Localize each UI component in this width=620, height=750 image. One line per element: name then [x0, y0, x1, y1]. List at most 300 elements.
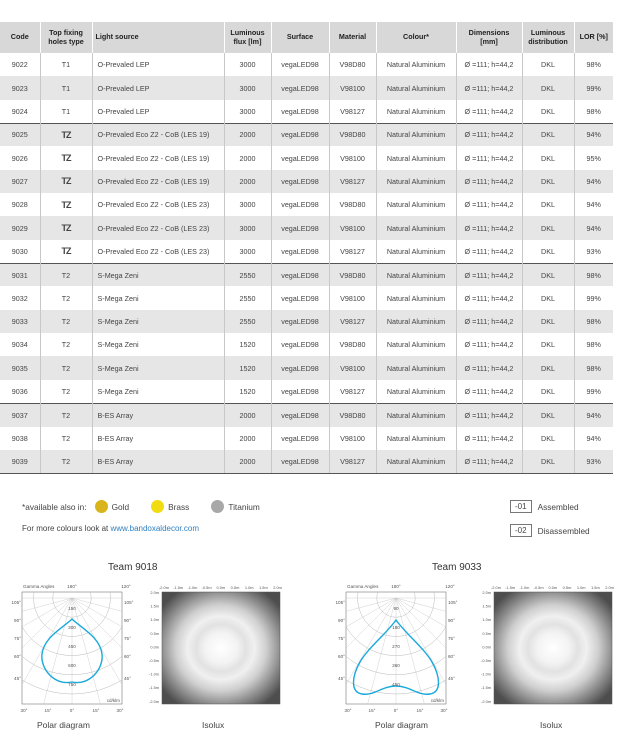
cell-material: V98127 — [329, 170, 376, 193]
isolux-x-tick: -0.5m — [533, 585, 544, 590]
polar-angle-left: 90° — [14, 618, 21, 623]
col-header-surface: Surface — [271, 22, 329, 53]
cell-colour: Natural Aluminium — [376, 427, 456, 450]
cell-flux: 3000 — [224, 216, 271, 239]
isolux-x-tick: 0.0m — [216, 585, 226, 590]
cell-colour: Natural Aluminium — [376, 100, 456, 123]
polar-spoke — [396, 598, 460, 697]
cell-code: 9033 — [0, 310, 40, 333]
table-row — [0, 333, 613, 356]
cell-holes: TZ — [40, 240, 92, 263]
cell-material: V98D80 — [329, 403, 376, 426]
table-header-row — [0, 22, 613, 53]
cell-lor: 98% — [574, 310, 613, 333]
product-spec-table — [0, 22, 613, 474]
cell-flux: 3000 — [224, 100, 271, 123]
isolux-y-tick: -2.0m — [149, 698, 159, 704]
cell-surface: vegaLED98 — [271, 170, 329, 193]
cell-dimensions: Ø =111; h=44,2 — [456, 76, 522, 99]
cell-colour: Natural Aluminium — [376, 333, 456, 356]
cell-flux: 2000 — [224, 146, 271, 169]
cell-surface: vegaLED98 — [271, 100, 329, 123]
table-row — [0, 240, 613, 263]
cell-lor: 98% — [586, 60, 601, 70]
cell-dimensions: Ø =111; h=44,2 — [456, 123, 522, 146]
col-header-holes: Top fixing holes type — [40, 22, 92, 53]
polar-angle-bottom: 15° — [368, 708, 376, 713]
table-row — [0, 263, 613, 286]
cell-dimensions: Ø =111; h=44,2 — [456, 53, 522, 76]
cell-flux: 1520 — [224, 356, 271, 379]
cell-material: V98100 — [329, 216, 376, 239]
table-row — [0, 123, 613, 146]
cell-colour: Natural Aluminium — [376, 356, 456, 379]
cell-flux: 2000 — [224, 170, 271, 193]
cell-surface: vegaLED98 — [271, 310, 329, 333]
cell-colour: Natural Aluminium — [376, 216, 456, 239]
cell-surface: vegaLED98 — [271, 403, 329, 426]
polar-angle-bottom: 30° — [344, 708, 352, 713]
cell-lor: 93% — [586, 246, 601, 256]
cell-lor: 95% — [586, 153, 601, 163]
polar-angle-right: 45° — [448, 676, 455, 681]
isolux-y-tick: -1.0m — [481, 671, 491, 677]
polar-spoke — [393, 598, 432, 714]
polar-radial-label: 360 — [392, 663, 400, 668]
cell-distribution: DKL — [522, 100, 574, 123]
cell-distribution: DKL — [522, 170, 574, 193]
table-row — [0, 100, 613, 123]
polar-angle-left: 45° — [338, 676, 345, 681]
table-row — [0, 403, 613, 426]
cell-surface: vegaLED98 — [271, 427, 329, 450]
cell-lor: 94% — [586, 200, 601, 210]
cell-flux: 3000 — [224, 53, 271, 76]
polar-angle-bottom: 0° — [69, 708, 75, 713]
cell-surface: vegaLED98 — [271, 53, 329, 76]
cell-material: V98D80 — [329, 263, 376, 286]
polar-spoke — [360, 598, 396, 714]
isolux-y-tick: 0.5m — [150, 630, 159, 636]
cell-light-source: B-ES Array — [92, 450, 224, 473]
cell-lor: 98% — [586, 106, 601, 116]
cell-dimensions: Ø =111; h=44,2 — [456, 380, 522, 403]
polar-angle-top-right: 120° — [121, 584, 131, 589]
cell-material: V98100 — [329, 146, 376, 169]
cell-surface: vegaLED98 — [271, 380, 329, 403]
cell-flux: 2550 — [224, 310, 271, 333]
cell-light-source: S-Mega Zeni — [92, 286, 224, 309]
polar-diagram-9033 — [332, 582, 460, 714]
cell-colour: Natural Aluminium — [376, 240, 456, 263]
isolux-y-tick: 1.0m — [150, 617, 159, 623]
cell-distribution: DKL — [522, 380, 574, 403]
cell-material: V98127 — [329, 240, 376, 263]
polar-angle-right: 60° — [124, 654, 131, 659]
cell-surface: vegaLED98 — [271, 216, 329, 239]
cell-dimensions: Ø =111; h=44,2 — [456, 216, 522, 239]
cell-light-source: B-ES Array — [92, 403, 224, 426]
cell-code: 9035 — [0, 356, 40, 379]
cell-material: V98100 — [329, 356, 376, 379]
cell-material: V98100 — [329, 286, 376, 309]
cell-flux: 3000 — [224, 240, 271, 263]
cell-code: 9038 — [0, 427, 40, 450]
cell-lor: 94% — [574, 216, 613, 239]
cell-colour: Natural Aluminium — [376, 450, 456, 473]
cell-dimensions: Ø =111; h=44,2 — [456, 193, 522, 216]
more-colours-note — [22, 524, 199, 533]
isolux-x-tick: 2.0m — [605, 585, 614, 590]
isolux-y-tick: -2.0m — [481, 698, 491, 704]
cell-holes: T1 — [40, 76, 92, 99]
polar-angle-right: 45° — [124, 676, 131, 681]
cell-distribution: DKL — [522, 216, 574, 239]
swatch-gold — [95, 500, 130, 513]
isolux-field — [494, 592, 612, 704]
cell-material: V98127 — [329, 380, 376, 403]
polar-angle-left: 105° — [11, 600, 21, 605]
cell-dimensions: Ø =111; h=44,2 — [456, 146, 522, 169]
cell-light-source: O-Prevaled LEP — [92, 100, 224, 123]
cell-code: 9024 — [0, 100, 40, 123]
polar-caption-9018: Polar diagram — [37, 720, 90, 730]
swatch-titanium — [211, 500, 260, 513]
polar-angle-bottom: 15° — [44, 708, 52, 713]
isolux-field — [162, 592, 280, 704]
availability-note — [22, 500, 260, 513]
cell-material: V98D80 — [329, 53, 376, 76]
cell-surface: vegaLED98 — [271, 356, 329, 379]
polar-angle-bottom: 15° — [92, 708, 100, 713]
cell-flux: 2550 — [224, 263, 271, 286]
cell-colour: Natural Aluminium — [376, 380, 456, 403]
cell-colour: Natural Aluminium — [376, 123, 456, 146]
polar-diagram-9018 — [8, 582, 136, 714]
polar-angle-left: 105° — [335, 600, 345, 605]
cell-colour: Natural Aluminium — [376, 263, 456, 286]
cell-flux: 2000 — [224, 123, 271, 146]
isolux-y-tick: 0.0m — [482, 644, 491, 650]
polar-angle-top-right: 120° — [445, 584, 455, 589]
cell-holes: TZ — [40, 193, 92, 216]
table-row — [0, 76, 613, 99]
polar-spoke — [332, 598, 396, 697]
cell-code: 9029 — [0, 216, 40, 239]
polar-angle-top: 180° — [67, 584, 77, 589]
assembly-option-assembled — [510, 500, 579, 513]
cell-distribution: DKL — [522, 53, 574, 76]
cell-code: 9022 — [0, 53, 40, 76]
assembly-code: -02 — [510, 524, 532, 537]
col-header-code: Code — [0, 22, 40, 53]
isolux-y-tick: 1.0m — [482, 617, 491, 623]
assembly-label: Assembled — [537, 501, 579, 512]
cell-colour: Natural Aluminium — [376, 193, 456, 216]
cell-code: 9027 — [0, 170, 40, 193]
cell-light-source: O-Prevaled Eco Z2 - CoB (LES 19) — [92, 146, 224, 169]
polar-caption-9033: Polar diagram — [375, 720, 428, 730]
isolux-diagram-9033 — [470, 582, 618, 712]
polar-angle-left: 60° — [338, 654, 345, 659]
cell-surface: vegaLED98 — [271, 146, 329, 169]
isolux-x-tick: -1.0m — [187, 585, 198, 590]
cell-distribution: DKL — [522, 333, 574, 356]
cell-flux: 2000 — [224, 427, 271, 450]
titanium-swatch-icon — [211, 500, 224, 513]
isolux-y-tick: -1.0m — [149, 671, 159, 677]
isolux-x-tick: 0.5m — [230, 585, 240, 590]
cell-code: 9039 — [0, 450, 40, 473]
table-row — [0, 356, 613, 379]
cell-material: V98127 — [329, 450, 376, 473]
cell-surface: vegaLED98 — [271, 76, 329, 99]
cell-dimensions: Ø =111; h=44,2 — [456, 170, 522, 193]
cell-distribution: DKL — [522, 240, 574, 263]
table-row — [0, 380, 613, 403]
cell-holes: T2 — [40, 310, 92, 333]
polar-footer-label: cd/klm — [430, 698, 444, 703]
isolux-y-tick: 1.5m — [150, 603, 159, 609]
cell-code: 9023 — [0, 76, 40, 99]
cell-material: V98D80 — [329, 333, 376, 356]
isolux-x-tick: 1.5m — [259, 585, 268, 590]
cell-light-source: O-Prevaled LEP — [92, 53, 224, 76]
isolux-x-tick: -1.5m — [505, 585, 516, 590]
polar-angle-right: 75° — [124, 636, 131, 641]
cell-distribution: DKL — [522, 76, 574, 99]
cell-code: 9034 — [0, 333, 40, 356]
cell-code: 9032 — [0, 286, 40, 309]
cell-code: 9028 — [0, 193, 40, 216]
polar-angle-left: 75° — [338, 636, 345, 641]
col-header-material: Material — [329, 22, 376, 53]
cell-lor: 94% — [574, 403, 613, 426]
cell-colour: Natural Aluminium — [376, 53, 456, 76]
polar-footer-label: cd/klm — [106, 698, 120, 703]
isolux-x-tick: -2.0m — [159, 585, 169, 590]
cell-light-source: S-Mega Zeni — [92, 333, 224, 356]
gold-swatch-icon — [95, 500, 108, 513]
cell-flux: 2550 — [224, 286, 271, 309]
cell-flux: 2000 — [224, 450, 271, 473]
cell-code: 9036 — [0, 380, 40, 403]
cell-light-source: O-Prevaled Eco Z2 - CoB (LES 23) — [92, 193, 224, 216]
availability-label: *available also in: — [22, 501, 87, 512]
isolux-x-tick: 1.0m — [576, 585, 586, 590]
isolux-x-tick: -0.5m — [201, 585, 212, 590]
polar-angle-top: 180° — [391, 584, 401, 589]
cell-light-source: O-Prevaled LEP — [92, 76, 224, 99]
cell-holes: T1 — [40, 100, 92, 123]
cell-flux: 1520 — [224, 333, 271, 356]
polar-angle-right: 105° — [448, 600, 458, 605]
isolux-x-tick: 2.0m — [273, 585, 282, 590]
swatch-titanium-label: Titanium — [228, 501, 260, 512]
polar-radial-label: 90 — [393, 606, 399, 611]
swatch-brass-label: Brass — [168, 501, 190, 512]
cell-holes: T2 — [40, 356, 92, 379]
cell-holes: TZ — [40, 216, 92, 239]
cell-light-source: O-Prevaled Eco Z2 - CoB (LES 19) — [92, 123, 224, 146]
polar-radial-label: 150 — [68, 606, 76, 611]
cell-distribution: DKL — [522, 310, 574, 333]
cell-code: 9037 — [0, 403, 40, 426]
cell-surface: vegaLED98 — [271, 450, 329, 473]
isolux-caption-9018: Isolux — [202, 720, 225, 730]
cell-flux: 3000 — [224, 193, 271, 216]
cell-material: V98127 — [329, 100, 376, 123]
cell-lor: 94% — [586, 433, 601, 443]
assembly-label: Disassembled — [537, 525, 590, 536]
isolux-y-tick: 0.5m — [482, 630, 491, 636]
polar-radial-label: 270 — [392, 644, 400, 649]
cell-code: 9030 — [0, 240, 40, 263]
polar-angle-bottom: 30° — [440, 708, 448, 713]
table-row — [0, 310, 613, 333]
isolux-y-tick: -1.5m — [149, 685, 159, 691]
table-row — [0, 286, 613, 309]
cell-lor: 99% — [586, 386, 601, 396]
isolux-caption-9033: Isolux — [540, 720, 563, 730]
polar-angle-right: 75° — [448, 636, 455, 641]
polar-angle-bottom: 15° — [416, 708, 424, 713]
col-header-dimensions: Dimensions [mm] — [456, 22, 522, 53]
cell-flux: 2000 — [224, 403, 271, 426]
cell-colour: Natural Aluminium — [376, 146, 456, 169]
diagram-title-team-9018: Team 9018 — [108, 562, 158, 573]
cell-light-source: S-Mega Zeni — [92, 310, 224, 333]
cell-lor: 94% — [574, 170, 613, 193]
cell-distribution: DKL — [522, 450, 574, 473]
website-link[interactable]: www.bandoxaldecor.com — [110, 524, 199, 533]
cell-material: V98100 — [329, 76, 376, 99]
polar-angle-bottom: 0° — [393, 708, 399, 713]
cell-holes: TZ — [40, 170, 92, 193]
cell-distribution: DKL — [522, 263, 574, 286]
more-colours-text: For more colours look at — [22, 524, 109, 533]
cell-light-source: B-ES Array — [92, 427, 224, 450]
isolux-x-tick: -1.5m — [173, 585, 184, 590]
polar-angle-left: 75° — [14, 636, 21, 641]
isolux-y-tick: 2.0m — [482, 590, 491, 595]
col-header-light-source: Light source — [92, 22, 224, 53]
col-header-lor: LOR [%] — [574, 22, 613, 53]
isolux-x-tick: 0.0m — [548, 585, 558, 590]
cell-lor: 93% — [574, 450, 613, 473]
polar-radial-label: 450 — [68, 644, 76, 649]
cell-light-source: S-Mega Zeni — [92, 263, 224, 286]
cell-dimensions: Ø =111; h=44,2 — [456, 310, 522, 333]
cell-dimensions: Ø =111; h=44,2 — [456, 286, 522, 309]
assembly-option-disassembled — [510, 524, 590, 537]
cell-lor: 98% — [574, 356, 613, 379]
cell-surface: vegaLED98 — [271, 123, 329, 146]
cell-material: V98D80 — [329, 123, 376, 146]
cell-holes: T2 — [40, 427, 92, 450]
isolux-y-tick: 1.5m — [482, 603, 491, 609]
polar-angle-bottom: 30° — [116, 708, 124, 713]
cell-holes: T2 — [40, 263, 92, 286]
table-row — [0, 146, 613, 169]
cell-light-source: O-Prevaled Eco Z2 - CoB (LES 23) — [92, 216, 224, 239]
cell-code: 9026 — [0, 146, 40, 169]
cell-material: V98D80 — [329, 193, 376, 216]
assembly-code: -01 — [510, 500, 532, 513]
cell-distribution: DKL — [522, 146, 574, 169]
cell-material: V98127 — [329, 310, 376, 333]
cell-lor: 99% — [586, 293, 601, 303]
col-header-flux: Luminous flux [lm] — [224, 22, 271, 53]
cell-lor: 98% — [574, 263, 613, 286]
polar-header-label: Gamma Angles — [347, 584, 379, 589]
diagram-title-team-9033: Team 9033 — [432, 562, 482, 573]
cell-colour: Natural Aluminium — [376, 76, 456, 99]
polar-header-label: Gamma Angles — [23, 584, 55, 589]
polar-angle-bottom: 30° — [20, 708, 28, 713]
cell-surface: vegaLED98 — [271, 193, 329, 216]
cell-dimensions: Ø =111; h=44,2 — [456, 263, 522, 286]
cell-holes: T2 — [40, 333, 92, 356]
isolux-x-tick: -2.0m — [491, 585, 501, 590]
cell-flux: 1520 — [224, 380, 271, 403]
isolux-y-tick: 0.0m — [150, 644, 159, 650]
cell-light-source: O-Prevaled Eco Z2 - CoB (LES 23) — [92, 240, 224, 263]
isolux-diagram-9018 — [138, 582, 286, 712]
cell-colour: Natural Aluminium — [376, 403, 456, 426]
polar-angle-left: 60° — [14, 654, 21, 659]
table-row — [0, 170, 613, 193]
isolux-x-tick: -1.0m — [519, 585, 530, 590]
swatch-gold-label: Gold — [111, 501, 130, 512]
polar-radial-label: 600 — [68, 663, 76, 668]
cell-code: 9031 — [0, 263, 40, 286]
cell-lor: 99% — [574, 76, 613, 99]
cell-holes: T1 — [40, 53, 92, 76]
cell-distribution: DKL — [522, 286, 574, 309]
cell-colour: Natural Aluminium — [376, 170, 456, 193]
cell-lor: 98% — [586, 340, 601, 350]
polar-angle-right: 90° — [448, 618, 455, 623]
table-row — [0, 216, 613, 239]
cell-distribution: DKL — [522, 403, 574, 426]
cell-dimensions: Ø =111; h=44,2 — [456, 356, 522, 379]
cell-dimensions: Ø =111; h=44,2 — [456, 240, 522, 263]
cell-material: V98100 — [329, 427, 376, 450]
cell-holes: T2 — [40, 403, 92, 426]
isolux-y-tick: -1.5m — [481, 685, 491, 691]
isolux-y-tick: -0.5m — [481, 658, 491, 663]
cell-light-source: S-Mega Zeni — [92, 356, 224, 379]
cell-distribution: DKL — [522, 356, 574, 379]
isolux-y-tick: 2.0m — [150, 590, 159, 595]
col-header-distribution: Luminous distribution — [522, 22, 574, 53]
table-row — [0, 193, 613, 216]
cell-distribution: DKL — [522, 193, 574, 216]
cell-distribution: DKL — [522, 427, 574, 450]
isolux-x-tick: 1.0m — [244, 585, 254, 590]
cell-dimensions: Ø =111; h=44,2 — [456, 403, 522, 426]
table-row — [0, 427, 613, 450]
cell-surface: vegaLED98 — [271, 263, 329, 286]
table-row — [0, 450, 613, 473]
cell-dimensions: Ø =111; h=44,2 — [456, 333, 522, 356]
polar-angle-left: 45° — [14, 676, 21, 681]
cell-light-source: S-Mega Zeni — [92, 380, 224, 403]
cell-holes: T2 — [40, 380, 92, 403]
cell-dimensions: Ø =111; h=44,2 — [456, 450, 522, 473]
swatch-brass — [151, 500, 189, 513]
